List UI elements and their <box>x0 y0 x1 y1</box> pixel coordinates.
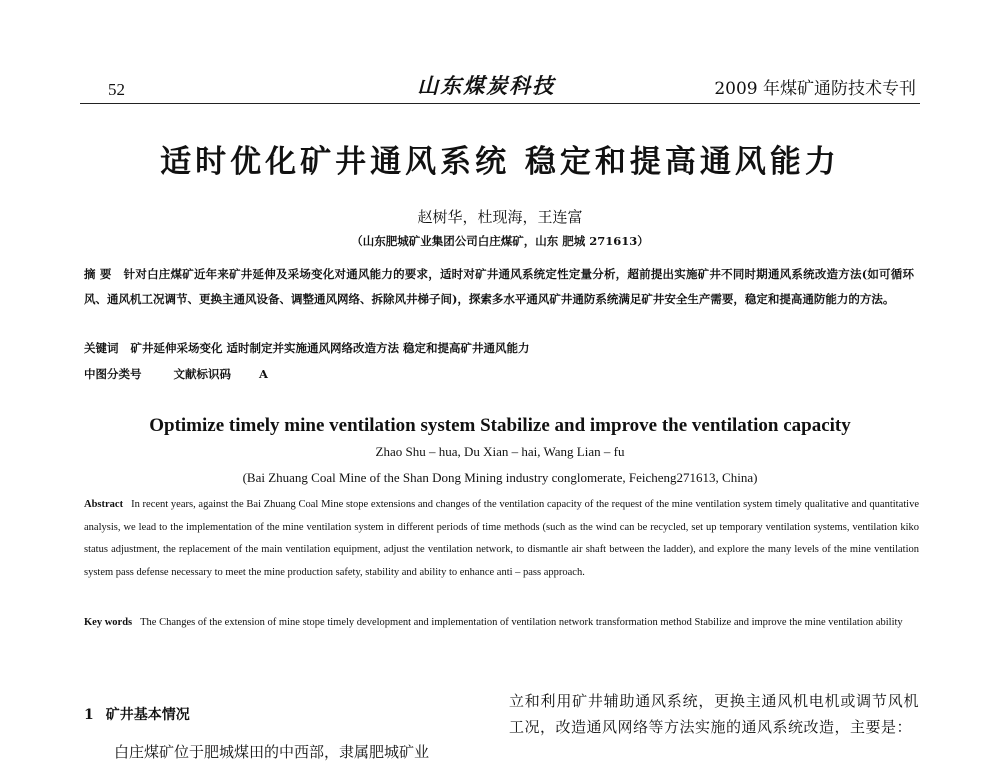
abstract-english-text: In recent years, against the Bai Zhuang Coal Mine stope extensions and changes of the ventilation capacity of the request of the mine ventilation system timely qualitative and quantitative analysis, we lead to the implementation of the mine ventilation system in different periods of time methods (such as the wind can be recycled, set up temporary ventilation systems, ventilation kiko status adjustment, the replacement of the main ventilation equipment, adjust the ventilation network, to dismantle air shaft between the ladder), and explore the many levels of the mine ventilation system pass defense necessary to meet the mine production safety, stability and ability to enhance anti – pass approach. <box>84 499 919 578</box>
abstract-chinese-label: 摘 要 <box>84 267 112 281</box>
doc-code: A <box>259 367 268 381</box>
keywords-chinese <box>84 340 914 356</box>
abstract-english <box>84 494 919 584</box>
authors-chinese: 赵树华，杜现海，王连富 <box>417 208 583 226</box>
affiliation-english: (Bai Zhuang Coal Mine of the Shan Dong Mining industry conglomerate, Feicheng271613, China) <box>242 470 758 485</box>
section-heading <box>84 704 190 724</box>
keywords-chinese-text: 矿井延伸采场变化 适时制定并实施通风网络改造方法 稳定和提高矿井通风能力 <box>130 341 530 355</box>
affiliation-chinese: （山东肥城矿业集团公司白庄煤矿，山东 肥城 271613） <box>351 234 649 248</box>
abstract-english-label: Abstract <box>84 499 124 510</box>
header-rule <box>80 103 920 104</box>
abstract-chinese-text: 针对白庄煤矿近年来矿井延伸及采场变化对通风能力的要求，适时对矿井通风系统定性定量分析，超前提出实施矿井不同时期通风系统改造方法(如可循环风、通风机工况调节、更换主通风设备、调整通风网络、拆除风井梯子间)，探索多水平通风矿井通防系统满足矿井安全生产需要，稳定和提高通防能力的方法。 <box>84 267 914 306</box>
classification-line <box>84 366 296 382</box>
doc-code-label: 文献标识码 <box>173 367 232 381</box>
title-chinese: 适时优化矿井通风系统 稳定和提高通风能力 <box>160 144 840 180</box>
authors-english: Zhao Shu – hua, Du Xian – hai, Wang Lian – fu <box>375 444 625 459</box>
body-paragraph-left: 白庄煤矿位于肥城煤田的中西部，隶属肥城矿业 <box>114 743 430 761</box>
journal-issue: 2009 年煤矿通防技术专刊 <box>714 79 916 99</box>
journal-logo: 山东煤炭科技 <box>417 73 556 98</box>
keywords-chinese-label: 关键词 <box>84 341 119 355</box>
section-title: 矿井基本情况 <box>105 707 190 723</box>
clc-label: 中图分类号 <box>84 367 142 381</box>
keywords-english-label: Key words <box>84 617 133 628</box>
title-english: Optimize timely mine ventilation system Stabilize and improve the ventilation capacity <box>149 415 851 436</box>
section-number: 1 <box>84 707 94 723</box>
keywords-english <box>84 612 919 635</box>
page-header <box>80 62 920 106</box>
body-paragraph-right: 立和利用矿井辅助通风系统，更换主通风机电机或调节风机工况，改造通风网络等方法实施的通风系统改造，主要是： <box>509 692 919 736</box>
page-number: 52 <box>108 80 125 99</box>
abstract-chinese <box>84 262 914 312</box>
keywords-english-text: The Changes of the extension of mine stope timely development and implementation of ventilation network transformation method Stabilize and improve the mine ventilation ability <box>140 617 903 628</box>
